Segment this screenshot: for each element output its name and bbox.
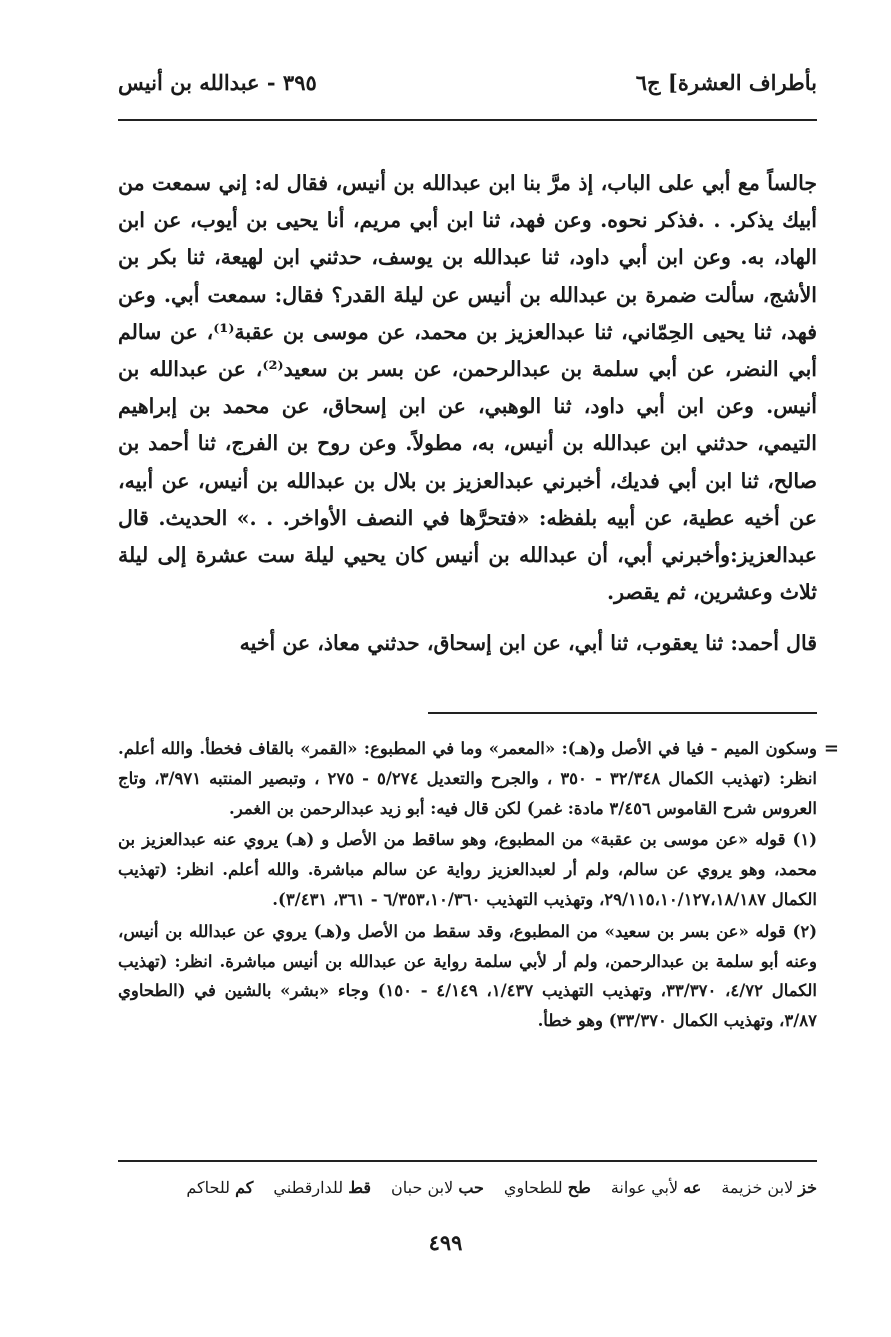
legend-abbr: قط <box>348 1178 372 1197</box>
legend-item <box>504 1178 591 1197</box>
legend-item <box>273 1178 371 1197</box>
legend-abbr: طح <box>567 1178 591 1197</box>
abbreviation-legend <box>118 1178 817 1197</box>
legend-item <box>186 1178 253 1197</box>
footnotes <box>118 734 839 1038</box>
legend-item <box>721 1178 817 1197</box>
legend-label: لابن خزيمة <box>721 1178 794 1197</box>
main-text <box>118 165 817 663</box>
page-number: ٤٩٩ <box>428 1230 463 1255</box>
main-paragraph: جالساً مع أبي على الباب، إذ مرَّ بنا ابن عبدالله بن أنيس، فقال له: إني سمعت من أبيك يذكر. . .فذكر نحوه. وعن فهد، ثنا ابن أبي مريم، أنا يحيى بن أيوب، عن ابن الهاد، به. وعن ابن أبي داود، ثنا عبدالله بن يوسف، حدثني ابن لهيعة، ثنا بكر بن الأشج، سألت ضمرة بن عبدالله بن أنيس عن ليلة القدر؟ فقال: سمعت أبي. وعن فهد، ثنا يحيى الحِمّاني، ثنا عبدالعزيز بن محمد، عن موسى بن عقبة⁽¹⁾، عن سالم أبي النضر، عن أبي سلمة بن عبدالرحمن، عن بسر بن سعيد⁽²⁾، عن عبدالله بن أنيس. وعن ابن أبي داود، ثنا الوهبي، عن ابن إسحاق، عن محمد بن إبراهيم التيمي، حدثني ابن عبدالله بن أنيس، به، مطولاً. وعن روح بن الفرج، ثنا أحمد بن صالح، ثنا ابن أبي فديك، أخبرني عبدالعزيز بن بلال بن عبدالله بن أنيس، عن أبيه، عن أخيه عطية، عن أبيه بلفظه: «فتحرَّها في النصف الأواخر. . .» الحديث. قال عبدالعزيز:وأخبرني أبي، أن عبدالله بن أنيس كان يحيي ليلة ست عشرة إلى ليلة ثلاث وعشرين، ثم يقصر. <box>118 171 817 605</box>
footnote-1: (١) قوله «عن موسى بن عقبة» من المطبوع، وهو ساقط من الأصل و (هـ) يروي عنه عبدالعزيز بن محمد، وهو يروي عن سالم، ولم أر لعبدالعزيز رواية عن سالم مباشرة. والله أعلم. انظر: (تهذيب الكمال ٢٩/١١٥،١٠/١٢٧،١٨/١٨٧، وتهذيب التهذيب ٦/٣٥٣،١٠/٣٦٠ - ٣٦١، ٣/٤٣١). <box>118 830 817 909</box>
legend-abbr: خز <box>798 1178 817 1197</box>
header-entry-title: ٣٩٥ - عبدالله بن أنيس <box>118 70 317 95</box>
footnote-continued: وسكون الميم - فيا في الأصل و(هـ): «المعمر» وما في المطبوع: «القمر» بالقاف فخطأ. والله أعلم. انظر: (تهذيب الكمال ٣٢/٣٤٨ - ٣٥٠ ، والجرح والتعديل ٥/٢٧٤ - ٢٧٥ ، وتبصير المنتبه ٣/٩٧١، وتاج العروس شرح القاموس ٣/٤٥٦ مادة: غمر) لكن قال فيه: أبو زيد عبدالرحمن بن الغمر. <box>118 739 817 818</box>
footnote-separator <box>428 712 817 714</box>
footnote-2: (٢) قوله «عن بسر بن سعيد» من المطبوع، وقد سقط من الأصل و(هـ) يروي عن عبدالله بن أنيس، وعنه أبو سلمة بن عبدالرحمن، ولم أر لأبي سلمة رواية عن عبدالله بن أنيس مباشرة. انظر: (تهذيب الكمال ٤/٧٢، ٣٣/٣٧٠، وتهذيب التهذيب ١/٤٣٧، ٤/١٤٩ - ١٥٠) وجاء «بشر» بالشين في (الطحاوي ٣/٨٧، وتهذيب الكمال ٣٣/٣٧٠) وهو خطأ. <box>118 921 817 1031</box>
main-paragraph: قال أحمد: ثنا يعقوب، ثنا أبي، عن ابن إسحاق، حدثني معاذ، عن أخيه <box>239 631 817 656</box>
header-book-title: بأطراف العشرة] ج٦ <box>635 70 817 95</box>
continuation-mark: = <box>823 738 839 759</box>
legend-abbr: حب <box>458 1178 484 1197</box>
legend-label: للحاكم <box>186 1178 231 1197</box>
header-rule <box>118 119 817 121</box>
paragraph-gap <box>118 611 817 625</box>
legend-rule <box>118 1160 817 1162</box>
running-header <box>118 70 817 104</box>
legend-label: لابن حبان <box>391 1178 454 1197</box>
legend-abbr: عه <box>683 1178 702 1197</box>
legend-label: للدارقطني <box>273 1178 344 1197</box>
legend-label: لأبي عوانة <box>610 1178 679 1197</box>
legend-abbr: كم <box>235 1178 254 1197</box>
legend-item <box>391 1178 484 1197</box>
legend-label: للطحاوي <box>503 1178 563 1197</box>
legend-item <box>611 1178 702 1197</box>
